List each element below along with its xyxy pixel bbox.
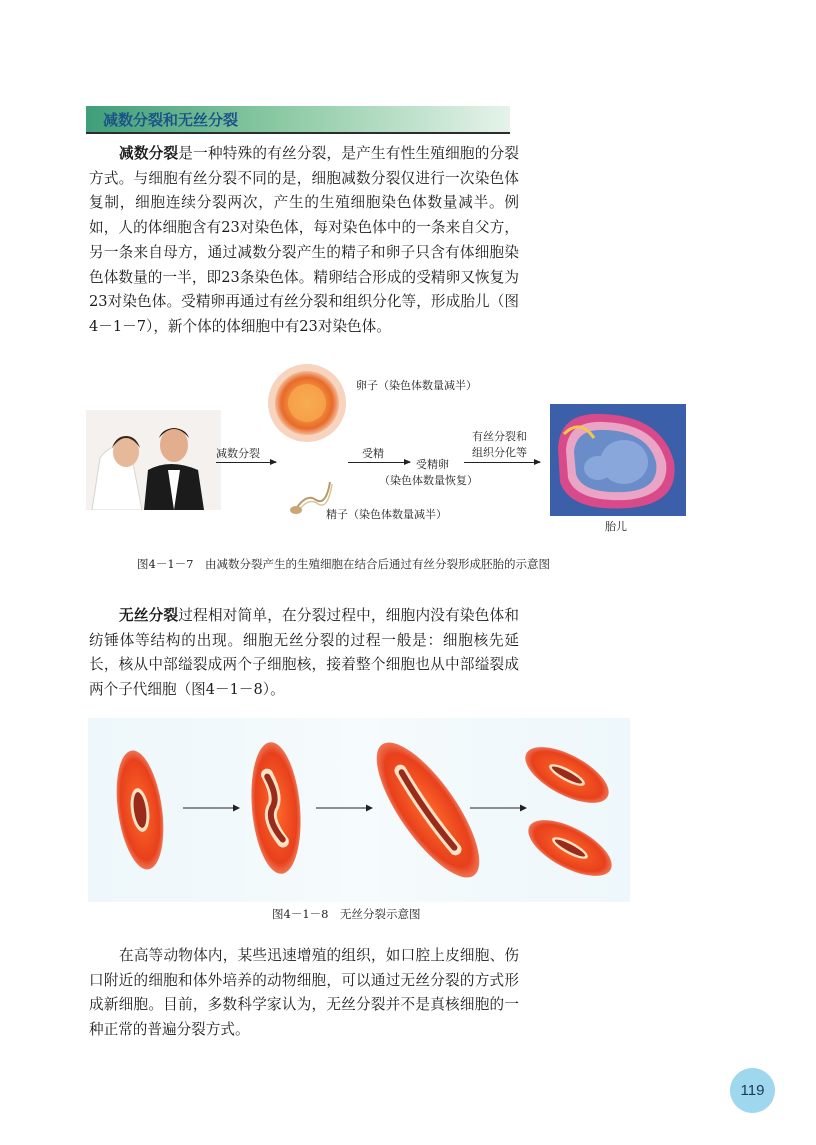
figure-amitosis: [88, 718, 630, 902]
wedding-couple-image: [86, 410, 221, 510]
meiosis-label: 减数分裂: [216, 447, 260, 460]
amitosis-note-paragraph: [89, 944, 519, 1043]
meiosis-text: 是一种特殊的有丝分裂，是产生有性生殖细胞的分裂方式。与细胞有丝分裂不同的是，细胞减数分裂仅进行一次染色体复制，细胞连续分裂两次，产生的生殖细胞染色体数量减半。例如，人的体细胞含有23对染色体，每对染色体中的一条来自父方，另一条来自母方，通过减数分裂产生的精子和卵子只含有体细胞染色体数量的一半，即23条染色体。精卵结合形成的受精卵又恢复为23对染色体。受精卵再通过有丝分裂和组织分化等，形成胎儿（图4－1－7），新个体的体细胞中有23对染色体。: [89, 145, 519, 335]
cell-stage-3: [359, 728, 497, 891]
amitosis-diagram: [88, 718, 630, 902]
daughter-cell-upper: [517, 736, 617, 815]
zygote-note: （染色体数量恢复）: [379, 474, 478, 487]
mitosis-label-1: 有丝分裂和: [472, 430, 527, 443]
arrow-meiosis: [216, 462, 276, 463]
section-title: 减数分裂和无丝分裂: [103, 111, 239, 129]
meiosis-paragraph: [89, 142, 519, 340]
figure1-caption: 图4－1－7 由减数分裂产生的生殖细胞在结合后通过有丝分裂形成胚胎的示意图: [137, 557, 550, 571]
sperm-label: 精子（染色体数量减半）: [326, 508, 447, 521]
mitosis-label-2: 组织分化等: [472, 446, 527, 459]
cell-stage-1: [110, 748, 170, 873]
figure-meiosis-fertilization: [86, 360, 726, 535]
arrow-fertilization: [348, 462, 410, 463]
amitosis-note-text: 在高等动物体内，某些迅速增殖的组织，如口腔上皮细胞、伤口附近的细胞和体外培养的动物细胞，可以通过无丝分裂的方式形成新细胞。目前，多数科学家认为，无丝分裂并不是真核细胞的一种正常的普遍分裂方式。: [89, 947, 519, 1039]
arrow-mitosis: [464, 462, 540, 463]
zygote-label: 受精卵: [416, 458, 449, 471]
figure2-caption: 图4－1－8 无丝分裂示意图: [272, 907, 421, 921]
cell-stage-2: [246, 740, 305, 876]
fertilization-label: 受精: [362, 447, 384, 460]
section-header: [86, 106, 510, 134]
daughter-cell-lower: [520, 809, 620, 888]
page-number-badge: 119: [730, 1068, 775, 1113]
egg-label: 卵子（染色体数量减半）: [356, 379, 477, 392]
amitosis-text: 过程相对简单，在分裂过程中，细胞内没有染色体和纺锤体等结构的出现。细胞无丝分裂的过程一般是：细胞核先延长，核从中部缢裂成两个子细胞核，接着整个细胞也从中部缢裂成两个子代细胞（图4－1－8）。: [89, 607, 519, 699]
egg-cell-image: [266, 362, 348, 444]
fetus-image: [550, 404, 686, 516]
amitosis-paragraph: [89, 604, 519, 703]
fetus-label: 胎儿: [605, 520, 627, 533]
meiosis-term: 减数分裂: [119, 145, 179, 162]
amitosis-term: 无丝分裂: [119, 607, 179, 624]
